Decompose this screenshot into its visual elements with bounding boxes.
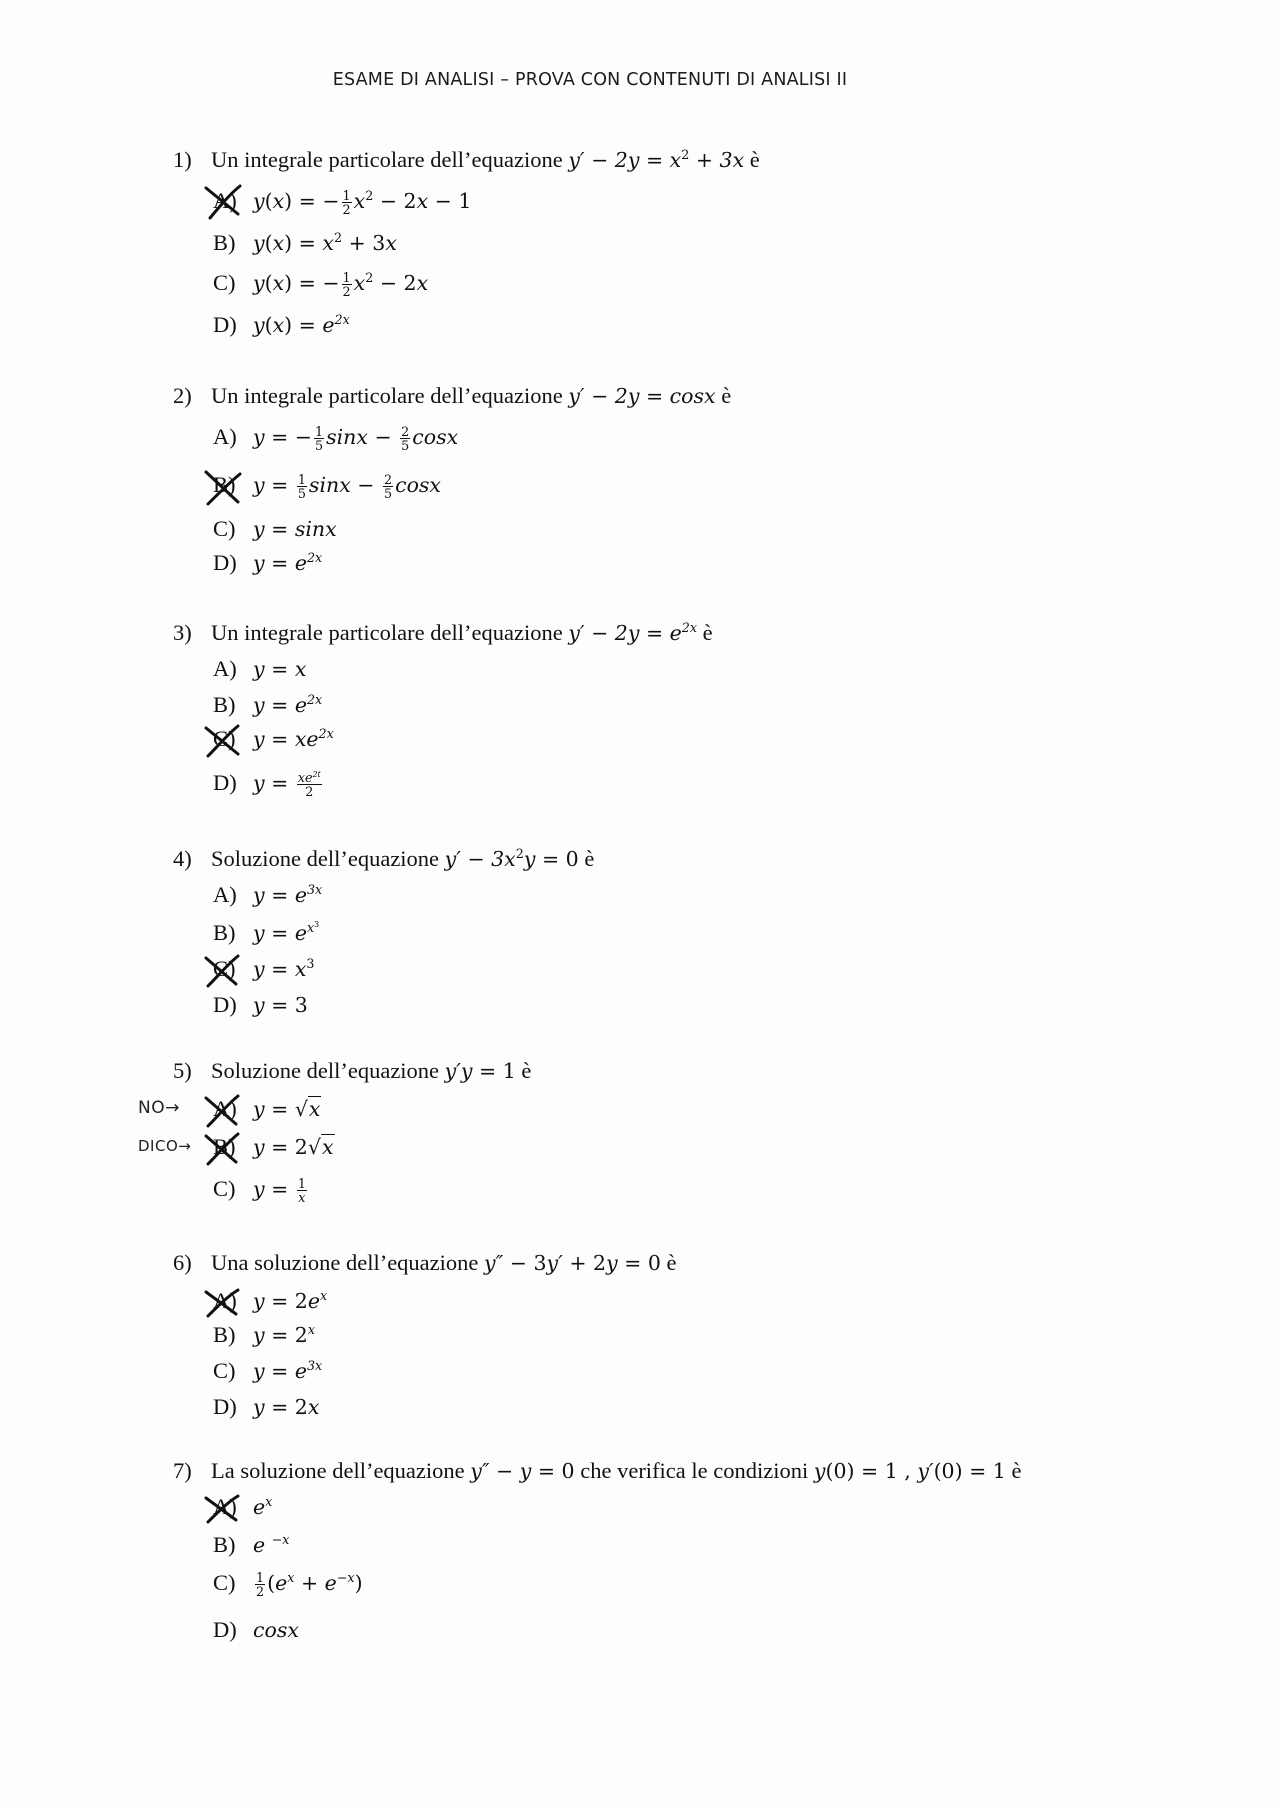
option-formula: e $^{-x}$ bbox=[253, 1531, 290, 1557]
question-prompt: Una soluzione dell’equazione bbox=[211, 1250, 485, 1275]
option-letter: C) bbox=[213, 270, 236, 295]
question-prompt: Un integrale particolare dell’equazione bbox=[211, 147, 569, 172]
q3-c-cross-mark-icon bbox=[200, 720, 248, 760]
option-letter: C) bbox=[213, 1570, 236, 1595]
option-letter: D) bbox=[213, 550, 237, 575]
question-equation: y′ − 2y = cosx bbox=[568, 384, 716, 408]
option-letter: C) bbox=[213, 516, 236, 541]
option-letter: C) bbox=[213, 1176, 236, 1201]
option-letter: A) bbox=[213, 656, 237, 681]
option-formula: y(x) = − $\frac{1}{2}$ $x^2 - 2x - 1$ bbox=[253, 187, 472, 217]
question-number: 3) bbox=[173, 620, 192, 645]
option-letter: D) bbox=[213, 992, 237, 1017]
q2-b-cross-mark-icon bbox=[200, 466, 248, 508]
q3-option-b[interactable] bbox=[213, 692, 322, 718]
option-letter: A) bbox=[213, 188, 237, 213]
option-letter: D) bbox=[213, 770, 237, 795]
q2-option-a[interactable] bbox=[213, 424, 458, 452]
question-number: 1) bbox=[173, 147, 192, 172]
option-letter: A) bbox=[213, 882, 237, 907]
option-formula: $y = e^{x^3}$ bbox=[253, 919, 320, 945]
option-letter: C) bbox=[213, 726, 236, 751]
option-formula: y(x) = − $\frac{1}{2}$ $x^2 - 2x$ bbox=[253, 269, 429, 299]
option-formula: y = √x bbox=[253, 1097, 321, 1121]
option-letter: B) bbox=[213, 920, 236, 945]
option-formula: $y(x) = x^2 + 3x$ bbox=[253, 229, 397, 255]
question-1 bbox=[173, 147, 760, 173]
option-formula: $y = e^{2x}$ bbox=[253, 549, 323, 575]
option-letter: D) bbox=[213, 312, 237, 337]
option-formula: y = sinx bbox=[253, 517, 337, 541]
option-formula: $y = 2^x$ bbox=[253, 1321, 316, 1347]
q2-option-c[interactable] bbox=[213, 516, 337, 542]
question-suffix: è bbox=[515, 1058, 532, 1083]
q6-a-cross-mark-icon bbox=[200, 1284, 246, 1320]
question-number: 2) bbox=[173, 383, 192, 408]
option-letter: B) bbox=[213, 1322, 236, 1347]
q3-option-d[interactable] bbox=[213, 770, 324, 798]
option-formula: $\frac{1}{2}$ $(e^x + e^{-x})$ bbox=[256, 1569, 363, 1599]
question-equation: y″ − y = 0 bbox=[470, 1459, 575, 1483]
option-letter: B) bbox=[213, 230, 236, 255]
q7-option-b[interactable] bbox=[213, 1532, 289, 1558]
q1-option-b[interactable] bbox=[213, 230, 397, 256]
question-prompt: Soluzione dell’equazione bbox=[211, 1058, 445, 1083]
question-number: 5) bbox=[173, 1058, 192, 1083]
q1-option-d[interactable] bbox=[213, 312, 350, 338]
question-suffix: è bbox=[660, 1250, 677, 1275]
question-6 bbox=[173, 1250, 677, 1276]
q3-option-a[interactable] bbox=[213, 656, 306, 682]
option-letter: D) bbox=[213, 1394, 237, 1419]
option-formula: $y(x) = e^{2x}$ bbox=[253, 311, 350, 337]
q7-option-c[interactable] bbox=[213, 1570, 363, 1598]
option-letter: C) bbox=[213, 1358, 236, 1383]
option-formula: y = − $\frac{1}{5}$ sinx − $\frac{2}{5}$ cosx bbox=[253, 423, 459, 453]
question-equation: y′y = 1 bbox=[444, 1059, 516, 1083]
question-prompt: Soluzione dell’equazione bbox=[211, 846, 445, 871]
q6-option-b[interactable] bbox=[213, 1322, 315, 1348]
question-suffix: è bbox=[715, 383, 732, 408]
question-equation: $y' - 2y = x^2 + 3x$ bbox=[568, 146, 745, 172]
question-4 bbox=[173, 846, 594, 872]
option-formula: $y = e^{3x}$ bbox=[253, 881, 323, 907]
option-formula: $y = x^3$ bbox=[253, 955, 315, 981]
q1-option-a[interactable] bbox=[213, 188, 471, 216]
question-suffix: è bbox=[1005, 1458, 1022, 1483]
option-formula: y = $\frac{xe^{2t}}{2}$ bbox=[253, 769, 321, 799]
question-middle: che verifica le condizioni bbox=[574, 1458, 814, 1483]
page-title: ESAME DI ANALISI – PROVA CON CONTENUTI DI ANALISI II bbox=[332, 70, 848, 90]
handwritten-note-dico: DICO→ bbox=[138, 1137, 192, 1155]
question-number: 4) bbox=[173, 846, 192, 871]
q6-option-c[interactable] bbox=[213, 1358, 322, 1384]
question-equation: $y' - 3x^2y = 0$ bbox=[444, 845, 579, 871]
option-formula: y = 2x bbox=[253, 1395, 320, 1419]
option-formula: $y = xe^{2x}$ bbox=[253, 725, 334, 751]
question-prompt: La soluzione dell’equazione bbox=[211, 1458, 471, 1483]
option-formula: y = 2√x bbox=[253, 1135, 334, 1159]
q4-option-a[interactable] bbox=[213, 882, 322, 908]
q5-b-cross-mark-icon bbox=[200, 1128, 246, 1168]
question-7 bbox=[173, 1458, 1021, 1484]
question-suffix: è bbox=[697, 620, 713, 645]
q4-c-cross-mark-icon bbox=[200, 950, 246, 990]
question-number: 7) bbox=[173, 1458, 192, 1483]
option-letter: B) bbox=[213, 1532, 236, 1557]
option-letter: B) bbox=[213, 472, 236, 497]
option-formula: $y = 2e^x$ bbox=[253, 1287, 328, 1313]
option-letter: A) bbox=[213, 1494, 237, 1519]
question-prompt: Un integrale particolare dell’equazione bbox=[211, 620, 569, 645]
q7-option-d[interactable] bbox=[213, 1617, 299, 1643]
option-letter: C) bbox=[213, 956, 236, 981]
q1-a-cross-mark-icon bbox=[200, 180, 250, 222]
question-5 bbox=[173, 1058, 531, 1084]
option-letter: B) bbox=[213, 692, 236, 717]
option-formula: cosx bbox=[253, 1618, 299, 1642]
question-equation: $y' - 2y = e^{2x}$ bbox=[568, 619, 698, 645]
question-conditions: y(0) = 1 , y′(0) = 1 bbox=[813, 1459, 1006, 1483]
question-equation: y″ − 3y′ + 2y = 0 bbox=[484, 1251, 661, 1275]
option-formula: $y = e^{3x}$ bbox=[253, 1357, 323, 1383]
question-number: 6) bbox=[173, 1250, 192, 1275]
q5-option-c[interactable] bbox=[213, 1176, 309, 1204]
option-formula: $y = e^{2x}$ bbox=[253, 691, 323, 717]
question-3 bbox=[173, 620, 713, 646]
option-formula: y = 3 bbox=[253, 993, 308, 1017]
option-letter: D) bbox=[213, 1617, 237, 1642]
q2-option-d[interactable] bbox=[213, 550, 322, 576]
q4-option-d[interactable] bbox=[213, 992, 308, 1018]
question-suffix: è bbox=[578, 846, 595, 871]
q5-a-cross-mark-icon bbox=[200, 1090, 246, 1130]
q1-option-c[interactable] bbox=[213, 270, 428, 298]
q6-option-d[interactable] bbox=[213, 1394, 319, 1420]
option-letter: A) bbox=[213, 424, 237, 449]
option-formula: y = $\frac{1}{x}$ bbox=[253, 1175, 306, 1205]
question-prompt: Un integrale particolare dell’equazione bbox=[211, 383, 569, 408]
handwritten-note-no: NO→ bbox=[138, 1098, 180, 1118]
option-formula: y = $\frac{1}{5}$ sinx − $\frac{2}{5}$ cosx bbox=[253, 471, 441, 501]
option-letter: A) bbox=[213, 1096, 237, 1121]
option-formula: $e^x$ bbox=[253, 1493, 273, 1519]
option-letter: A) bbox=[213, 1288, 237, 1313]
question-suffix: è bbox=[744, 147, 760, 172]
q7-a-cross-mark-icon bbox=[200, 1490, 246, 1526]
option-formula: y = x bbox=[253, 657, 307, 681]
question-2 bbox=[173, 383, 731, 409]
option-letter: B) bbox=[213, 1134, 236, 1159]
q4-option-b[interactable] bbox=[213, 920, 319, 946]
